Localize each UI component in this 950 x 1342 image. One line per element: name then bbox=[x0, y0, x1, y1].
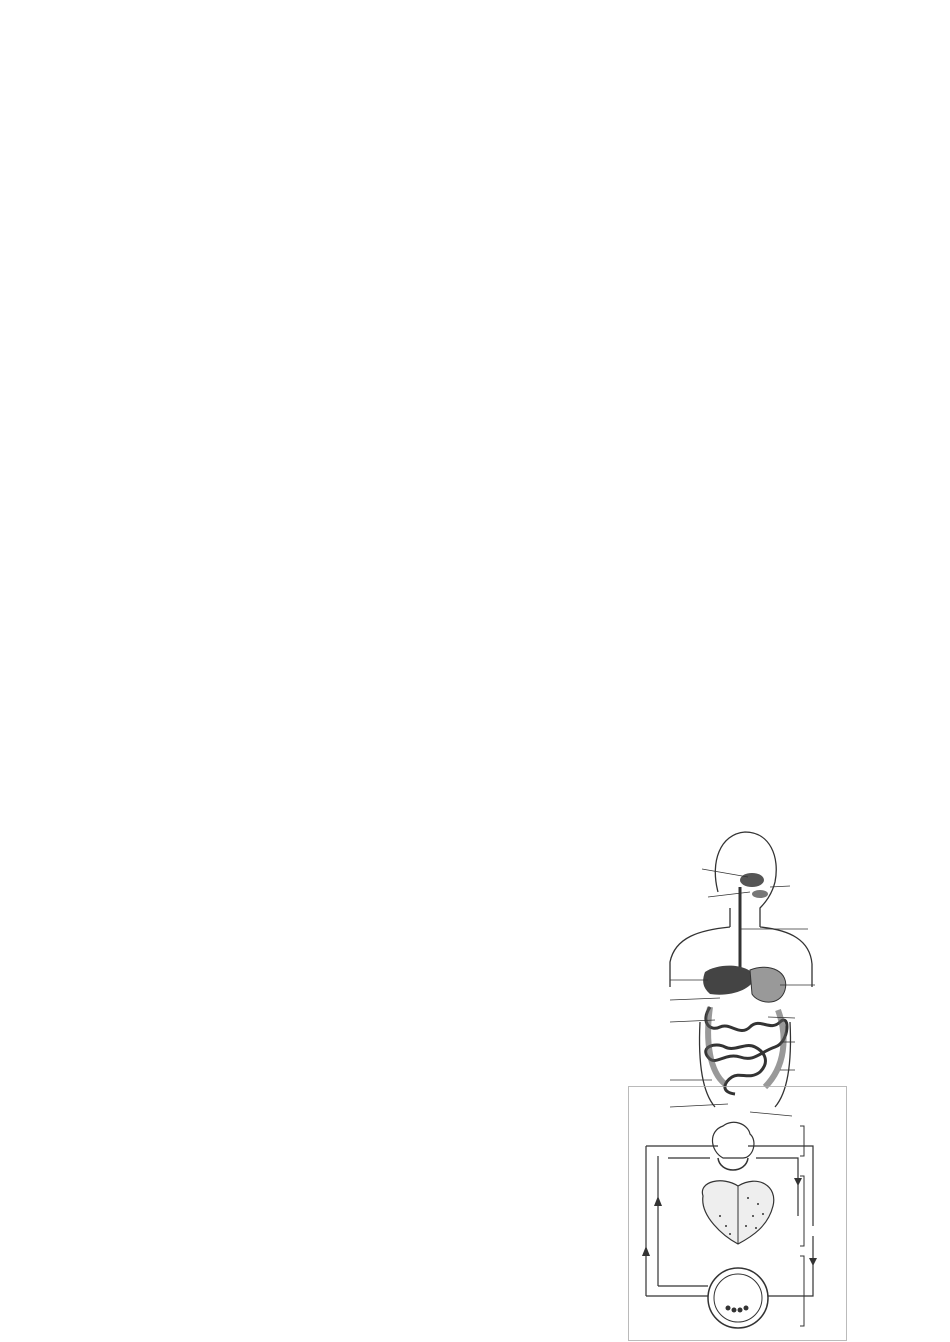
circulation-diagram bbox=[628, 1086, 848, 1342]
digestive-system-diagram bbox=[640, 822, 840, 1122]
